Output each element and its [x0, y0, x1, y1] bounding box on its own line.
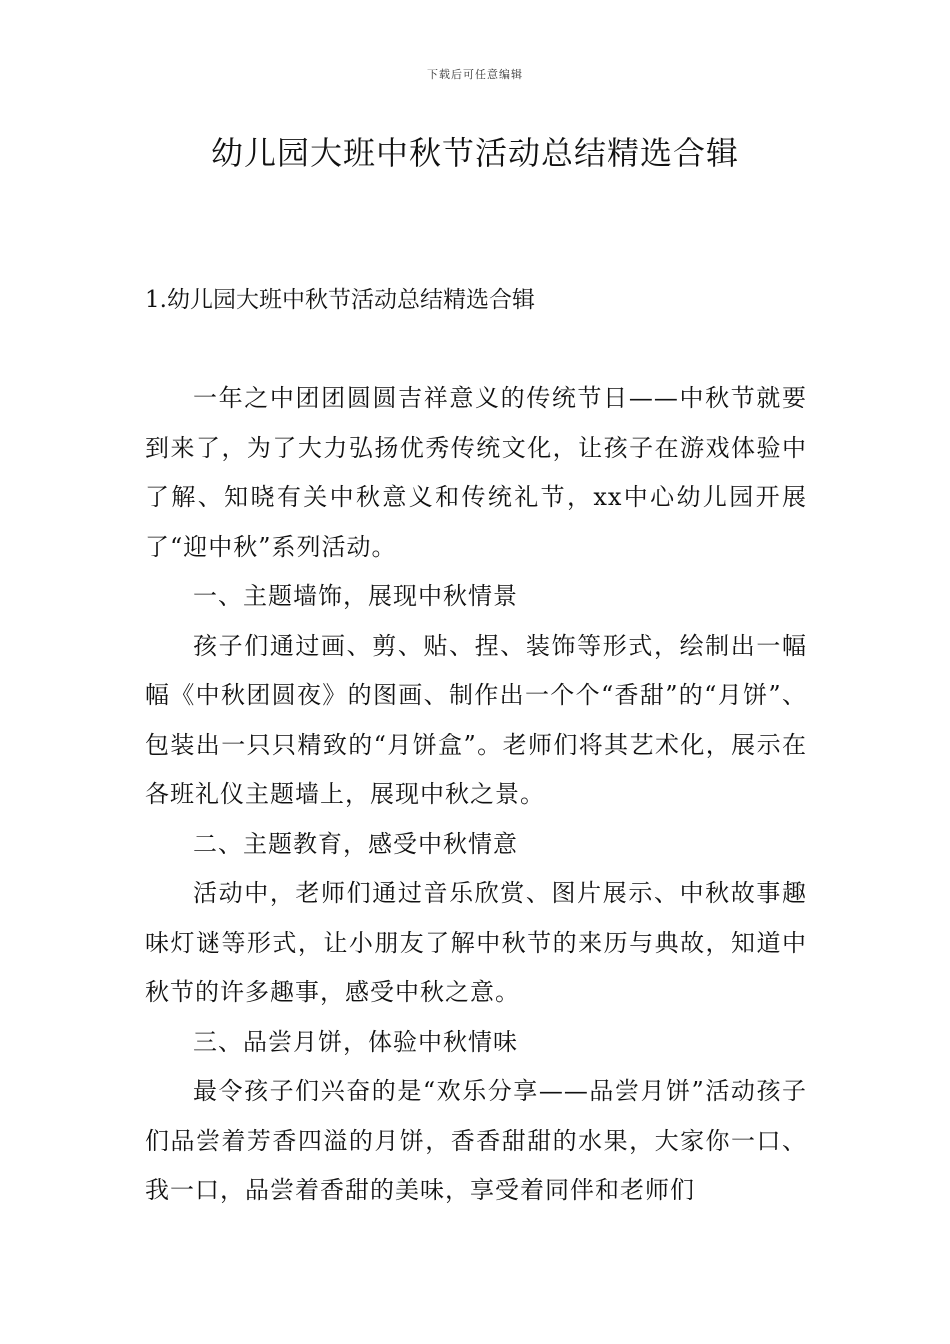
document-body — [145, 374, 807, 1216]
document-title: 幼儿园大班中秋节活动总结精选合辑 — [210, 134, 739, 172]
intro-paragraph: 一年之中团团圆圆吉祥意义的传统节日——中秋节就要到来了，为了大力弘扬优秀传统文化，让孩子在游戏体验中了解、知晓有关中秋意义和传统礼节，xx中心幼儿园开展了“迎中秋”系列活动。 — [145, 384, 807, 561]
paragraph-2: 活动中，老师们通过音乐欣赏、图片展示、中秋故事趣味灯谜等形式，让小朋友了解中秋节的来历与典故，知道中秋节的许多趣事，感受中秋之意。 — [145, 879, 807, 1006]
paragraph-1: 孩子们通过画、剪、贴、捏、装饰等形式，绘制出一幅幅《中秋团圆夜》的图画、制作出一个个“香甜”的“月饼”、包装出一只只精致的“月饼盒”。老师们将其艺术化，展示在各班礼仪主题墙上，展现中秋之景。 — [145, 631, 807, 808]
subheading-1: 一、主题墙饰，展现中秋情景 — [193, 582, 518, 610]
subheading-3: 三、品尝月饼，体验中秋情味 — [193, 1027, 518, 1056]
section-heading: 1.幼儿园大班中秋节活动总结精选合辑 — [145, 287, 535, 313]
paragraph-3: 最令孩子们兴奋的是“欢乐分享——品尝月饼”活动孩子们品尝着芳香四溢的月饼，香香甜甜的水果，大家你一口、我一口，品尝着香甜的美味，享受着同伴和老师们 — [145, 1077, 807, 1204]
header-note: 下载后可任意编辑 — [427, 68, 523, 81]
subheading-2: 二、主题教育，感受中秋情意 — [193, 829, 518, 858]
